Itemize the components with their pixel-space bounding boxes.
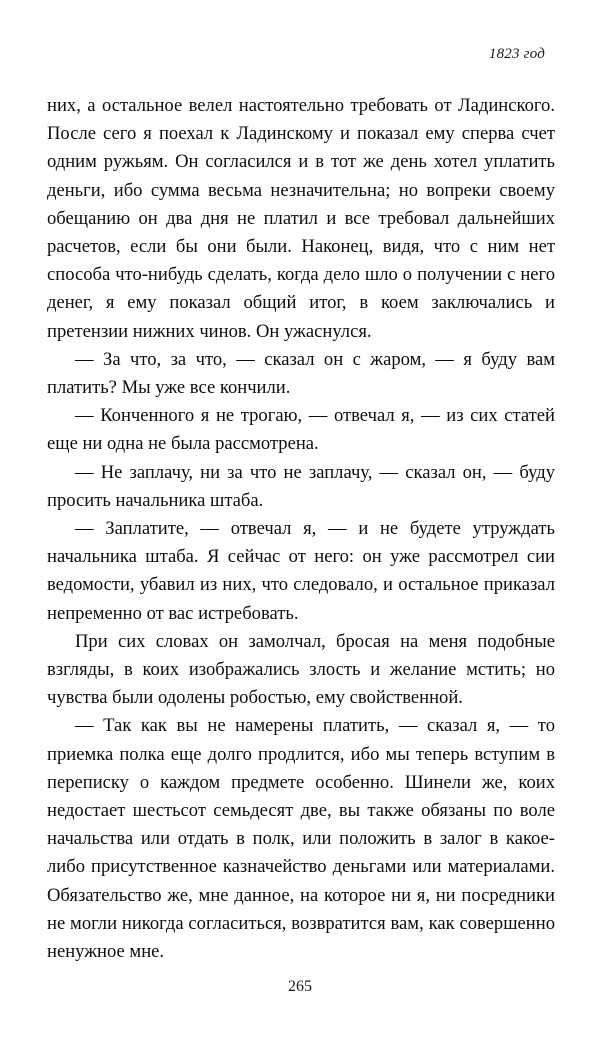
paragraph: — Так как вы не намерены платить, — сказал я, — то приемка полка еще долго продлится, ибо мы теперь вступим в переписку о каждом предмете особенно. Шинели же, коих недостает шестьсот семьдесят две, вы также обязаны по воле начальства или отдать в полк, или положить в залог в какое-либо присутственное казначейство деньгами или материалами. Обязательство же, мне данное, на которое ни я, ни посредники не могли никогда согласиться, возвратится вам, как совершенно ненужное мне. [47,715,555,963]
running-head: 1823 год [488,46,545,62]
paragraph: — Заплатите, — отвечал я, — и не будете утруждать начальника штаба. Я сейчас от него: он уже рассмотрел сии ведомости, убавил из них, что следовало, и остальное приказал непременно от вас истребовать. [47,518,555,624]
paragraph: — Конченного я не трогаю, — отвечал я, — из сих статей еще ни одна не была рассмотрена. [47,405,555,455]
paragraph: них, а остальное велел настоятельно требовать от Ладинского. После сего я поехал к Ладинскому и показал ему сперва счет одним ружьям. Он согласился и в тот же день хотел уплатить деньги, ибо сумма весьма незначительна; но вопреки своему обещанию он два дня не платил и все требовал дальнейших расчетов, если бы они были. Наконец, видя, что с ним нет способа что-нибудь сделать, когда дело шло о получении с него денег, я ему показал общий итог, в коем заключались и претензии нижних чинов. Он ужаснулся. [47,95,555,342]
page-number: 265 [288,978,312,995]
paragraph: При сих словах он замолчал, бросая на меня подобные взгляды, в коих изображались злость и желание мстить; но чувства были одолены робостью, ему свойственной. [47,630,555,709]
paragraph: — Не заплачу, ни за что не заплачу, — сказал он, — буду просить начальника штаба. [47,461,555,511]
page-body [47,92,555,966]
paragraph: — За что, за что, — сказал он с жаром, — я буду вам платить? Мы уже все кончили. [47,348,555,399]
